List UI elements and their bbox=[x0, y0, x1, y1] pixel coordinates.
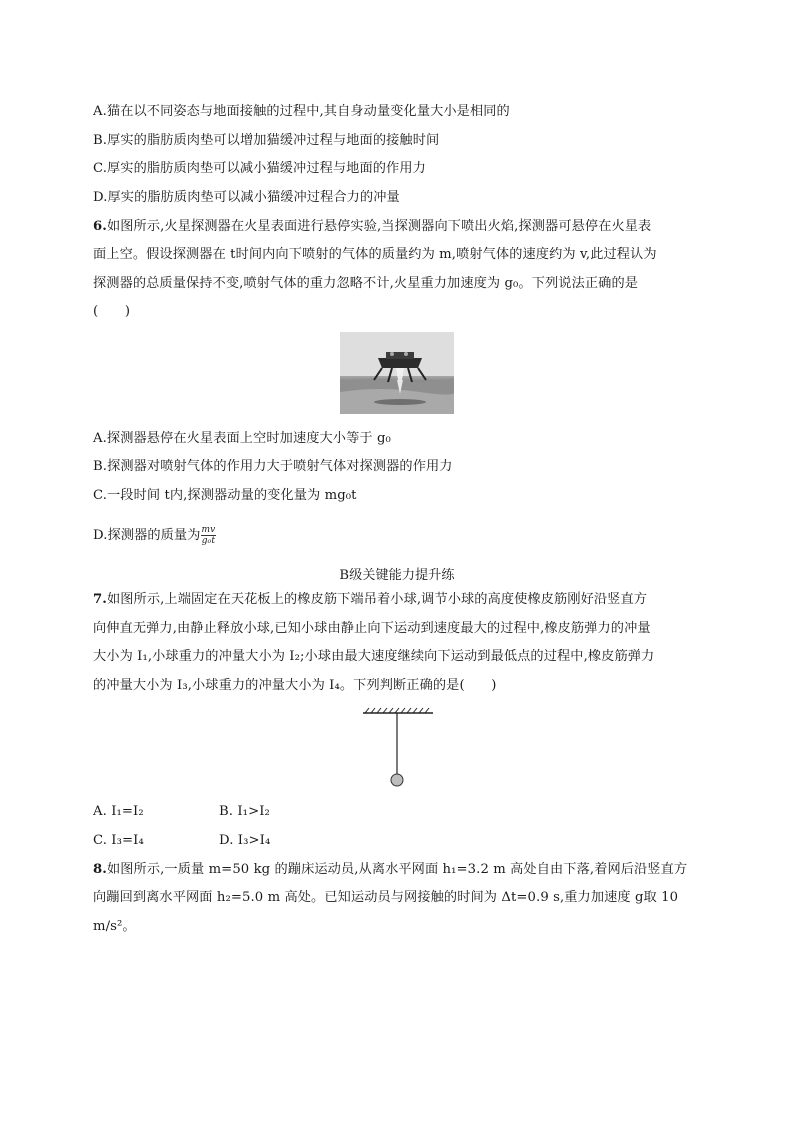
q8-text-1: 如图所示,一质量 m=50 kg 的蹦床运动员,从离水平网面 h₁=3.2 m 高处自由下落,着网后沿竖直方 bbox=[106, 862, 688, 877]
q5-option-b: B.厚实的脂肪质肉垫可以增加猫缓冲过程与地面的接触时间 bbox=[93, 133, 440, 148]
q6-number: 6. bbox=[93, 219, 107, 234]
fraction-numerator: mv bbox=[201, 525, 216, 535]
q7-option-a: A. I₁=I₂ bbox=[93, 804, 144, 819]
q7-line-4: 的冲量大小为 I₃,小球重力的冲量大小为 I₄。下列判断正确的是( ) bbox=[93, 678, 497, 693]
q6-option-c: C.一段时间 t内,探测器动量的变化量为 mg₀t bbox=[93, 488, 357, 503]
fraction-denominator: g₀t bbox=[201, 536, 216, 546]
q8-number: 8. bbox=[93, 862, 107, 877]
rubber-band-ball-diagram bbox=[355, 705, 445, 799]
q7-option-d: D. I₃>I₄ bbox=[219, 833, 271, 848]
pendulum-figure bbox=[355, 705, 445, 795]
q7-line-1 bbox=[93, 591, 647, 609]
q8-line-2: 向蹦回到离水平网面 h₂=5.0 m 高处。已知运动员与网接触的时间为 Δt=0.9 s,重力加速度 g取 10 bbox=[93, 890, 679, 905]
q5-option-d: D.厚实的脂肪质肉垫可以减小猫缓冲过程合力的冲量 bbox=[93, 190, 400, 205]
lander-illustration bbox=[340, 332, 454, 414]
q6-text-1: 如图所示,火星探测器在火星表面进行悬停实验,当探测器向下喷出火焰,探测器可悬停在火星表 bbox=[106, 219, 652, 234]
q5-option-a: A.猫在以不同姿态与地面接触的过程中,其自身动量变化量大小是相同的 bbox=[93, 104, 510, 119]
q6-option-a: A.探测器悬停在火星表面上空时加速度大小等于 g₀ bbox=[93, 431, 391, 446]
q6-line-3: 探测器的总质量保持不变,喷射气体的重力忽略不计,火星重力加速度为 g₀。下列说法正确的是 bbox=[93, 276, 639, 291]
q5-option-c: C.厚实的脂肪质肉垫可以减小猫缓冲过程与地面的作用力 bbox=[93, 161, 426, 176]
q6-option-d-prefix: D.探测器的质量为 bbox=[93, 528, 201, 543]
q7-line-2: 向伸直无弹力,由静止释放小球,已知小球由静止向下运动到速度最大的过程中,橡皮筋弹力的冲量 bbox=[93, 621, 651, 636]
q7-text-1: 如图所示,上端固定在天花板上的橡皮筋下端吊着小球,调节小球的高度使橡皮筋刚好沿竖直方 bbox=[106, 592, 648, 607]
q8-line-1 bbox=[93, 861, 687, 879]
mars-lander-photo bbox=[340, 332, 454, 414]
q6-option-d-fraction bbox=[201, 525, 217, 546]
q6-line-2: 面上空。假设探测器在 t时间内向下喷射的气体的质量约为 m,喷射气体的速度约为 v,此过程认为 bbox=[93, 247, 657, 262]
q6-answer-bracket: ( ) bbox=[93, 304, 131, 319]
q7-line-3: 大小为 I₁,小球重力的冲量大小为 I₂;小球由最大速度继续向下运动到最低点的过程中,橡皮筋弹力 bbox=[93, 649, 655, 664]
q8-line-3: m/s²。 bbox=[93, 919, 136, 934]
section-title: B级关键能力提升练 bbox=[339, 568, 455, 583]
q6-option-d bbox=[93, 525, 216, 546]
q7-option-c: C. I₃=I₄ bbox=[93, 833, 144, 848]
q6-line-1 bbox=[93, 218, 651, 236]
q6-option-b: B.探测器对喷射气体的作用力大于喷射气体对探测器的作用力 bbox=[93, 459, 453, 474]
q7-option-b: B. I₁>I₂ bbox=[219, 804, 270, 819]
q7-number: 7. bbox=[93, 592, 107, 607]
